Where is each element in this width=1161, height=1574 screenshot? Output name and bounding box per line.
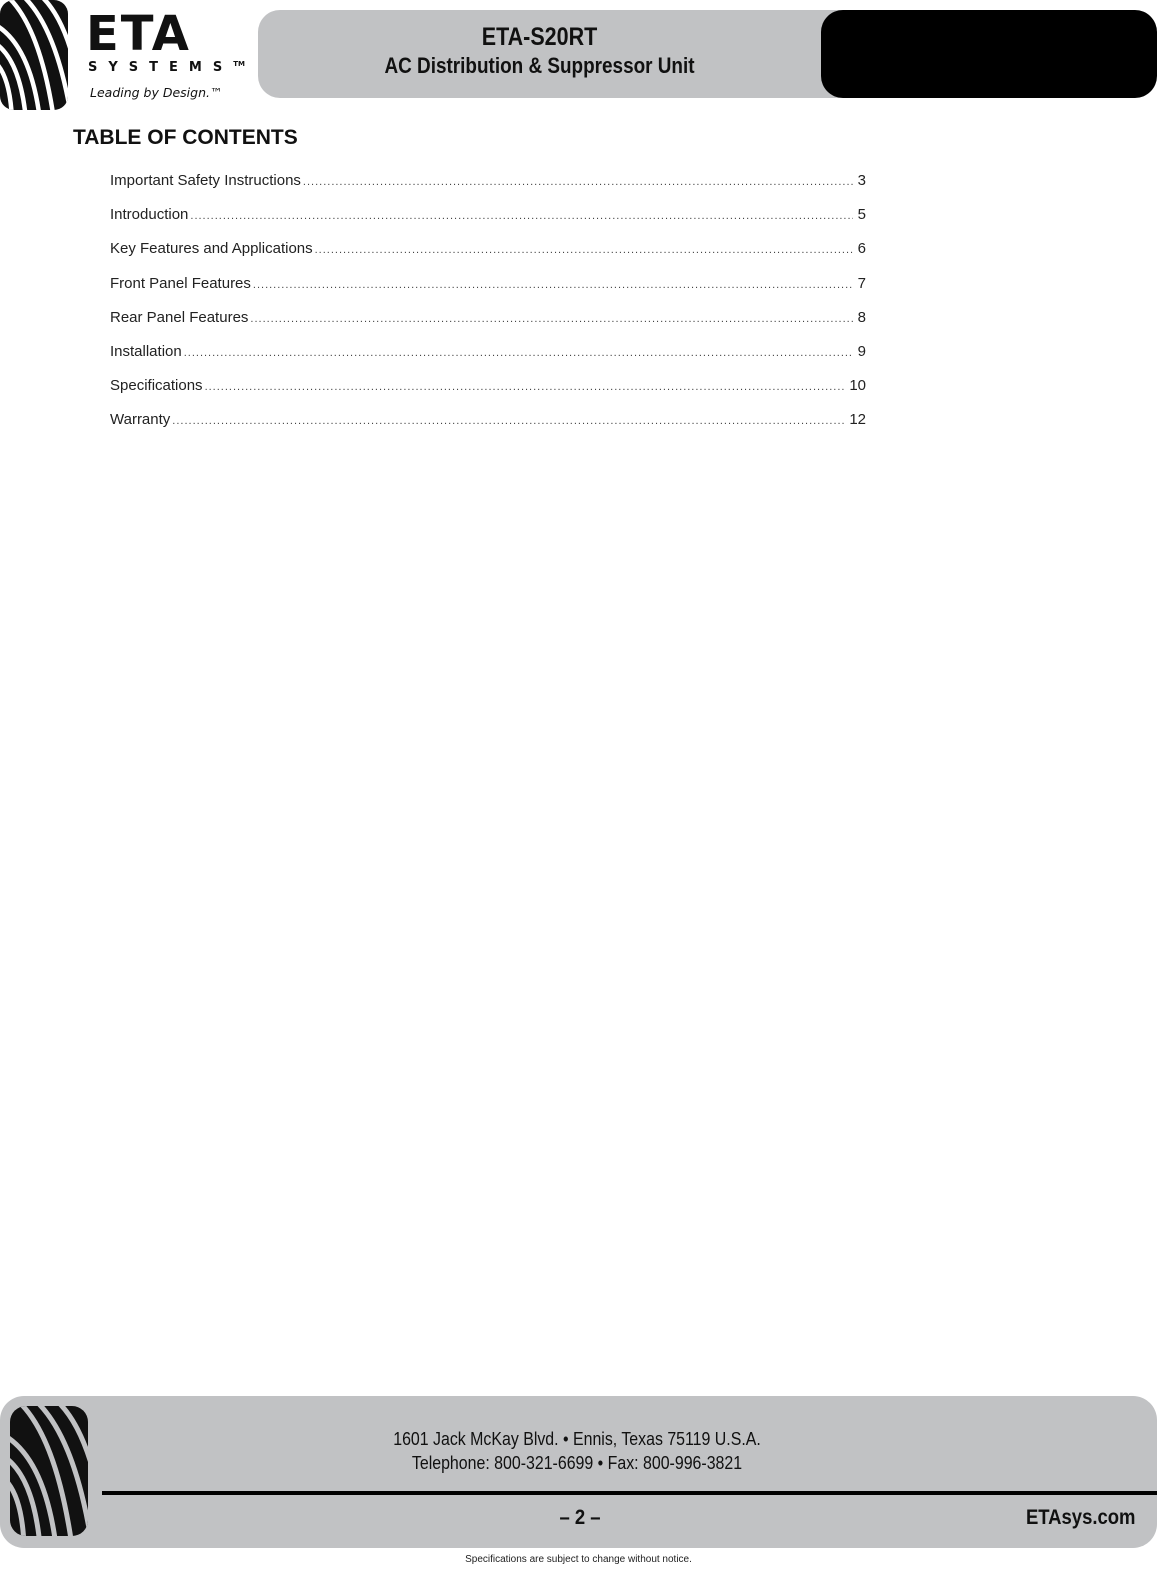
disclaimer-text: Specifications are subject to change without notice.	[465, 1554, 692, 1565]
toc-entry-label: Key Features and Applications	[110, 240, 313, 258]
toc-entry[interactable]	[110, 309, 866, 343]
address-line: 1601 Jack McKay Blvd. • Ennis, Texas 75119 U.S.A.	[393, 1428, 761, 1449]
company-address	[304, 1427, 849, 1475]
dot-leader	[184, 347, 853, 359]
toc-entry[interactable]	[110, 411, 866, 445]
eta-systems-logo	[0, 0, 245, 112]
logo-systems-text: SYSTEMS™	[88, 60, 245, 75]
page-number: – 2 –	[559, 1506, 601, 1529]
toc-entry-label: Front Panel Features	[110, 274, 251, 292]
dot-leader	[172, 415, 846, 427]
toc-list	[110, 172, 866, 446]
eta-stripes-logo-icon	[0, 0, 68, 110]
toc-entry-label: Installation	[110, 342, 182, 360]
dot-leader	[303, 176, 853, 188]
toc-entry-page: 6	[857, 240, 866, 258]
toc-entry[interactable]	[110, 377, 866, 411]
toc-entry-page: 3	[857, 172, 866, 189]
dot-leader	[315, 244, 853, 256]
toc-entry[interactable]	[110, 172, 866, 206]
dot-leader	[190, 210, 853, 222]
toc-entry-label: Specifications	[110, 377, 203, 395]
logo-tagline: Leading by Design.™	[90, 85, 223, 100]
model-name: ETA-S20RT	[481, 23, 598, 51]
footer-divider	[102, 1491, 1157, 1495]
toc-heading: TABLE OF CONTENTS	[73, 126, 298, 149]
logo-wordmark: ETA	[86, 6, 191, 62]
toc-entry-page: 12	[849, 411, 866, 429]
document-title	[297, 22, 781, 80]
toc-entry-page: 9	[857, 342, 866, 360]
toc-entry-page: 8	[857, 308, 866, 326]
toc-entry-label: Introduction	[110, 206, 189, 224]
dot-leader	[205, 381, 847, 393]
eta-stripes-logo-icon	[10, 1406, 88, 1536]
toc-entry-page: 7	[857, 274, 866, 292]
toc-entry[interactable]	[110, 240, 866, 274]
website-link[interactable]: ETAsys.com	[1025, 1506, 1135, 1529]
phone-fax-line: Telephone: 800-321-6699 • Fax: 800-996-3821	[411, 1452, 743, 1473]
toc-entry-page: 5	[857, 206, 866, 224]
toc-entry-label: Rear Panel Features	[110, 308, 249, 326]
toc-entry-label: Warranty	[110, 411, 171, 429]
toc-entry-page: 10	[849, 377, 866, 395]
toc-entry[interactable]	[110, 206, 866, 240]
dot-leader	[253, 279, 853, 291]
product-description: AC Distribution & Suppressor Unit	[384, 53, 695, 78]
dot-leader	[250, 313, 853, 325]
toc-entry[interactable]	[110, 343, 866, 377]
toc-entry[interactable]	[110, 275, 866, 309]
toc-entry-label: Important Safety Instructions	[110, 172, 301, 189]
black-header-tab	[821, 10, 1157, 98]
